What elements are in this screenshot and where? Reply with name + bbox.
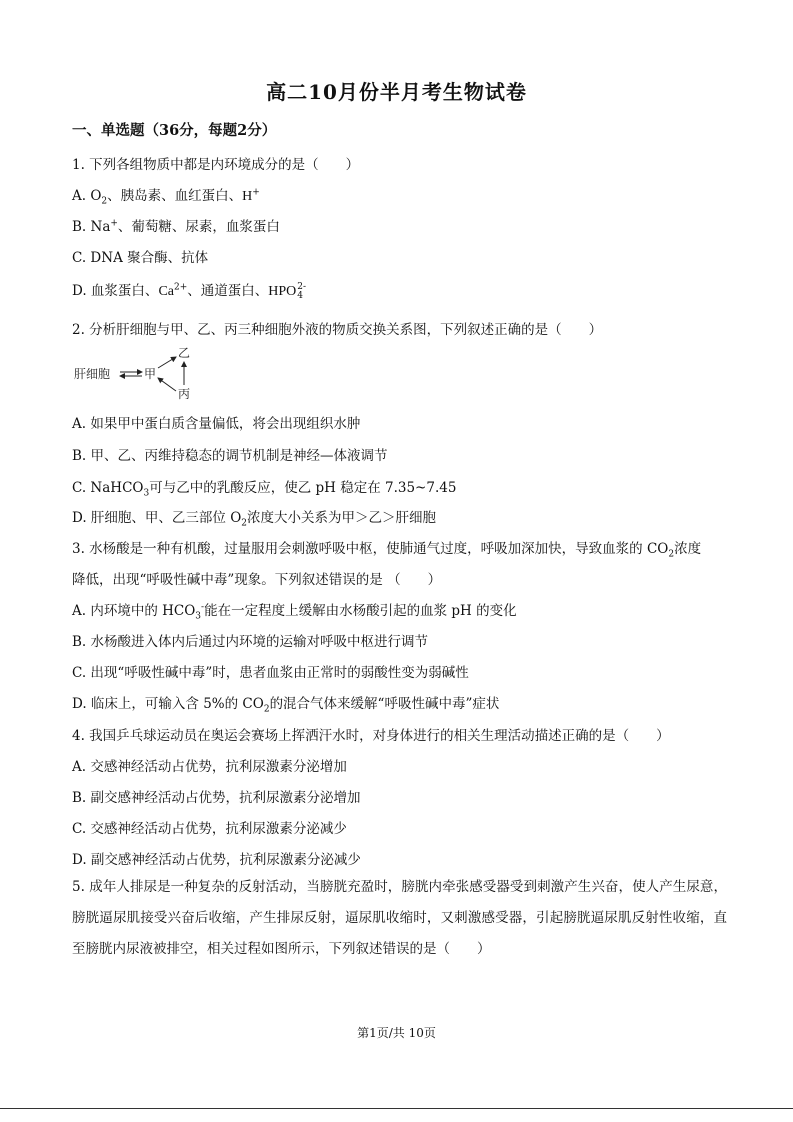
- q1-b-post: 、葡萄糖、尿素，血浆蛋白: [117, 219, 280, 235]
- q1-d-ion2-script: [297, 283, 306, 301]
- q4-option-b: B. 副交感神经活动占优势，抗利尿激素分泌增加: [72, 790, 361, 806]
- q1-d-ion2: HPO: [268, 284, 297, 299]
- q2-option-d: [72, 506, 436, 529]
- q1-b-sup: +: [110, 218, 118, 229]
- diagram-label-jia: 甲: [144, 367, 157, 381]
- q2-d-pre: D. 肝细胞、甲、乙三部位 O: [72, 510, 242, 526]
- q4-option-a: A. 交感神经活动占优势，抗利尿激素分泌增加: [72, 759, 347, 775]
- page-title: 高二10月份半月考生物试卷: [266, 80, 527, 104]
- q2-c-sub: 3: [143, 488, 150, 499]
- q1-a-post: 、胰岛素、血红蛋白、: [107, 188, 243, 204]
- q1-d-mid: 、通道蛋白、: [187, 283, 269, 299]
- q3-stem1-sub: 2: [668, 549, 675, 560]
- q3-option-d: [72, 692, 499, 715]
- q2-option-b: B. 甲、乙、丙维持稳态的调节机制是神经—体液调节: [72, 448, 388, 464]
- q4-option-c: C. 交感神经活动占优势，抗利尿激素分泌减少: [72, 821, 347, 837]
- q1-d-ion-sup: 2+: [174, 282, 188, 293]
- q2-stem: 2. 分析肝细胞与甲、乙、丙三种细胞外液的物质交换关系图，下列叙述正确的是（ ）: [72, 322, 603, 338]
- section-heading: 一、单选题（36分，每题2分）: [72, 122, 277, 139]
- q5-stem: 5. 成年人排尿是一种复杂的反射活动，当膀胱充盈时，膀胱内牵张感受器受到刺激产生兴奋，使人产生尿意，膀胱逼尿肌接受兴奋后收缩，产生排尿反射，逼尿肌收缩时，又刺激感受器，引起膀胱逼尿肌反射性收缩，直至膀胱内尿液被排空，相关过程如图所示，下列叙述错误的是（ ）: [72, 879, 727, 957]
- q1-a-ion: H: [242, 189, 253, 204]
- q1-option-b: [72, 215, 280, 235]
- q4-option-d: D. 副交感神经活动占优势，抗利尿激素分泌减少: [72, 852, 361, 868]
- q3-stem-line2: 降低，出现“呼吸性碱中毒”现象。下列叙述错误的是 （ ）: [72, 572, 442, 588]
- q1-a-ion-sup: +: [252, 187, 260, 198]
- page-footer: 第1页/共 10页: [357, 1026, 436, 1040]
- q1-option-a: [72, 184, 260, 207]
- q3-d-pre: D. 临床上，可输入含 5%的 CO: [72, 696, 264, 712]
- q3-option-a: [72, 599, 517, 622]
- diagram-label-yi: 乙: [178, 346, 191, 360]
- q3-option-c: C. 出现“呼吸性碱中毒”时，患者血浆由正常时的弱酸性变为弱碱性: [72, 665, 469, 681]
- q4-stem: 4. 我国乒乓球运动员在奥运会赛场上挥洒汗水时，对身体进行的相关生理活动描述正确的是（ ）: [72, 728, 670, 744]
- q1-a-sub: 2: [101, 196, 108, 207]
- q1-d-ion2-sub: 4: [297, 290, 304, 301]
- q3-d-sub: 2: [263, 704, 270, 715]
- q2-d-post: 浓度大小关系为甲＞乙＞肝细胞: [247, 510, 437, 526]
- q3-a-sub: 3: [195, 611, 202, 622]
- q3-a-pre: A. 内环境中的 HCO: [72, 603, 196, 619]
- q1-d-pre: D. 血浆蛋白、: [72, 283, 159, 299]
- arrow-jia-to-yi: [158, 357, 176, 368]
- diagram-label-liver: 肝细胞: [74, 367, 111, 381]
- exchange-diagram: [72, 344, 202, 400]
- q2-c-pre: C. NaHCO: [72, 480, 144, 496]
- q1-stem: 1. 下列各组物质中都是内环境成分的是（ ）: [72, 157, 360, 173]
- q2-c-post: 可与乙中的乳酸反应，使乙 pH 稳定在 7.35~7.45: [149, 480, 457, 496]
- arrow-bing-to-jia: [158, 378, 176, 391]
- q1-option-d: [72, 279, 306, 301]
- q3-option-b: B. 水杨酸进入体内后通过内环境的运输对呼吸中枢进行调节: [72, 634, 429, 650]
- q3-stem1-post: 浓度: [674, 541, 702, 557]
- q3-stem1-pre: 3. 水杨酸是一种有机酸，过量服用会刺激呼吸中枢，使肺通气过度，呼吸加深加快，导致血浆的 CO: [72, 541, 669, 557]
- q1-a-pre: A. O: [72, 188, 102, 204]
- q3-a-post: 能在一定程度上缓解由水杨酸引起的血浆 pH 的变化: [204, 603, 517, 619]
- q3-a-sup: -: [201, 602, 205, 613]
- q3-d-post: 的混合气体来缓解“呼吸性碱中毒”症状: [269, 696, 500, 712]
- q2-option-a: A. 如果甲中蛋白质含量偏低，将会出现组织水肿: [72, 416, 361, 432]
- q2-d-sub: 2: [241, 518, 248, 529]
- q1-d-ion2-sup: 2-: [297, 281, 307, 292]
- q1-d-ion: Ca: [158, 284, 174, 299]
- bottom-rule: [0, 1108, 793, 1109]
- q2-option-c: [72, 476, 456, 499]
- q3-stem-line1: [72, 537, 701, 560]
- q1-option-c: C. DNA 聚合酶、抗体: [72, 250, 209, 266]
- diagram-label-bing: 丙: [178, 387, 191, 400]
- q1-b-pre: B. Na: [72, 219, 111, 235]
